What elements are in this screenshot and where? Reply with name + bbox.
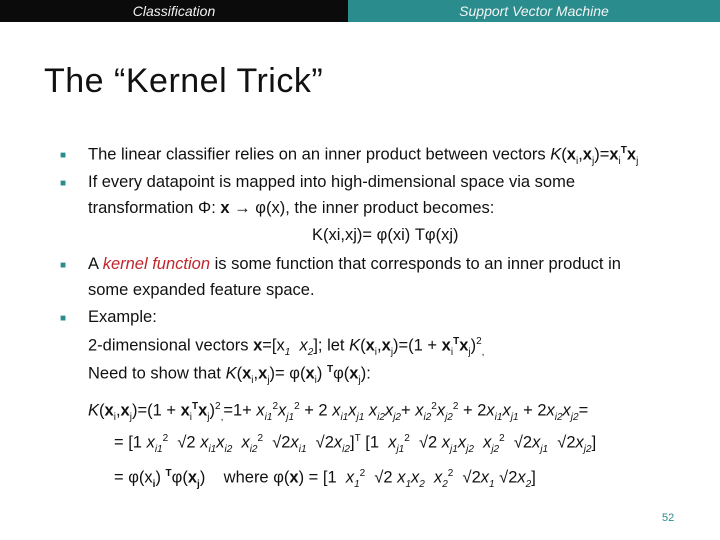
bullet-1-xj2: x <box>626 145 637 164</box>
bullet-1-k: K <box>550 145 562 164</box>
bullet-2-arrow: → <box>234 199 251 217</box>
where-text: where φ( <box>223 468 290 487</box>
example-x2: x <box>299 336 308 355</box>
bullet-1-xi: x <box>566 145 576 164</box>
derivation-row-2: = [1 $x_{i1}^2$ √2 $x_{i1}x_{i2}$ $x_{i2}^2$ $√2x_{i1}$ $√2x_{i2}]^T$ [1 $x_{j1}^2$ √2 $x_{j1}x_{j2}$ $x_{j2}^2$ $√2x_{j1}$ $√2x_{j2}$] <box>114 433 597 455</box>
header-right-label: Support Vector Machine <box>348 0 720 22</box>
bullet-2-x: x <box>220 199 230 217</box>
bullet-2-tail: , the inner product becomes: <box>285 199 495 217</box>
bullet-3-line-2: some expanded feature space. <box>88 281 315 299</box>
page-number: 52 <box>662 512 675 524</box>
bullet-marker: ■ <box>60 313 67 324</box>
bullet-1-text: The linear classifier relies on an inner product between vectors <box>88 145 546 164</box>
bullet-1-j: j <box>591 155 595 167</box>
bullet-1-xi2: x <box>609 145 619 164</box>
bullet-2-phi: φ(x) <box>255 199 286 217</box>
example-line-1: 2-dimensional vectors $x=[x_1$ $x_2$]; let $K(x_i,x_j)=(1 + x_i^Tx_j)^2_,$ <box>88 336 485 358</box>
example-line-2: Need to show that $K(x_i,x_j)= \varphi(x_i)$ $^T\varphi(x_j)$: <box>88 364 371 386</box>
derivation-row-1-prefix: =1+ <box>223 401 252 420</box>
bullet-2-line-2 <box>88 199 494 218</box>
need-to-show: Need to show that <box>88 364 221 383</box>
derivation-row-1: $K(x_i,x_j)=(1 + x_i^Tx_j)^2_,=1+ x_{i1}^2x_{j1}^2 + 2$ $x_{i1}x_{j1}$ $x_{i2}x_{j2}+ x_{i2}^2x_{j2}^2 + 2x_{i1}x_{j1} + 2x_{i2}x_{j2}=$ <box>88 401 589 423</box>
example-vectors-text: 2-dimensional vectors <box>88 336 249 355</box>
slide-title: The “Kernel Trick” <box>44 62 324 100</box>
bullet-2-formula: K(xi,xj)= φ(xi) Tφ(xj) <box>312 226 459 244</box>
bullet-3-b: is some function that corresponds to an inner product in <box>214 255 621 273</box>
bullet-1-eq: = <box>599 145 610 164</box>
bullet-4-label: Example: <box>88 308 157 326</box>
where-eq: ) = [1 <box>298 468 337 487</box>
bullet-1-j2: j <box>636 155 639 167</box>
derivation-row-3: = $\varphi(x_i)$ $^T\varphi(x_j)$ where φ(x) = [1 $x_1^2$ √2 $x_1x_2$ $x_2^2$ $√2x_1$ $√2x_2$] <box>114 468 536 490</box>
bullet-3-a: A <box>88 255 99 273</box>
derivation-row-2-prefix: = [1 <box>114 433 142 452</box>
bullet-1-xj: x <box>582 145 592 164</box>
kernel-function-term: kernel function <box>102 255 211 273</box>
bullet-marker: ■ <box>60 260 67 271</box>
bullet-2-line-1: If every datapoint is mapped into high-dimensional space via some <box>88 173 576 191</box>
derivation-row-3-prefix: = φ(x <box>114 468 153 487</box>
bullet-1-line: The linear classifier relies on an inner product between vectors $K(x_i,x_j)=x_i^Tx_j$ <box>88 145 639 167</box>
bullet-1-i2: i <box>618 155 621 167</box>
bullet-1-i: i <box>575 155 579 167</box>
example-let: ]; let <box>313 336 345 355</box>
bullet-1-t: T <box>620 145 627 156</box>
bullet-marker: ■ <box>60 150 67 161</box>
derivation-row-1-eq: = <box>578 401 589 420</box>
bullet-marker: ■ <box>60 178 67 189</box>
bullet-2-transformation: transformation Φ: <box>88 199 216 217</box>
bullet-3-line-1 <box>88 255 621 274</box>
header-left-label: Classification <box>0 0 348 22</box>
example-eq: =[x <box>262 336 285 355</box>
